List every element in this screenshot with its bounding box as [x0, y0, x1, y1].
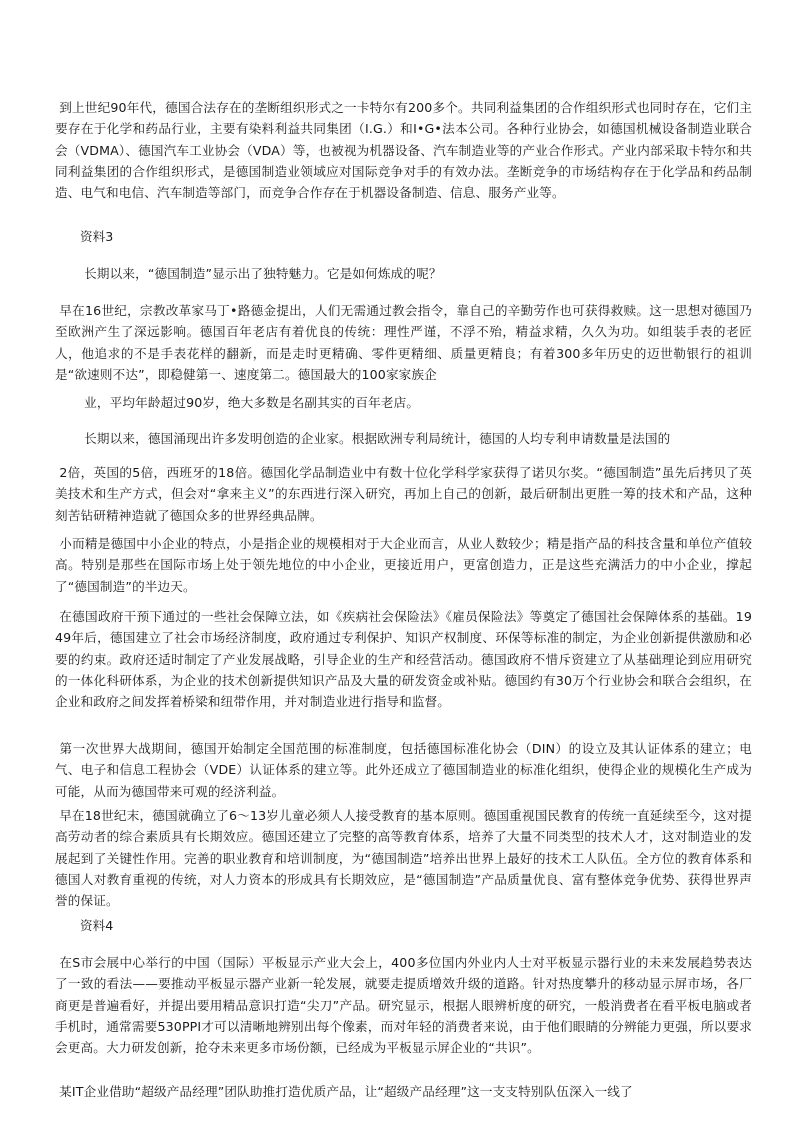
section-heading-material-3: 资料3: [80, 229, 114, 244]
paragraph-text: 早在16世纪，宗教改革家马丁•路德金提出，人们无需通过教会指令，靠自己的辛勤劳作也可获得救赎。这一思想对德国乃至欧洲产生了深远影响。德国百年老店有着优良的传统：理性严谨，不浮不殆，精益求精，久久为功。如组装手表的老匠人，他追求的不是手表花样的翻新，而是走时更精确、零件更精细、质量更精良；有着300多年历史的迈世勒银行的祖训是“欲速则不达”，即稳健第一、速度第二。德国最大的100家家族企: [55, 303, 753, 382]
paragraph-display-industry: [55, 952, 752, 1058]
section-heading-material-4: 资料4: [80, 918, 114, 933]
paragraph-cartel-history: [55, 97, 752, 203]
paragraph-intro-made-in-germany: [80, 263, 752, 284]
paragraph-text: 小而精是德国中小企业的特点，小是指企业的规模相对于大企业而言，从业人数较少；精是指产品的科技含量和单位产值较高。特别是那些在国际市场上处于领先地位的中小企业，更接近用户，更富创造力，正是这些充满活力的中小企业，撑起了“德国制造”的半边天。: [55, 536, 752, 594]
paragraph-patents: [55, 462, 752, 526]
paragraph-text: 2倍，英国的5倍，西班牙的18倍。德国化学品制造业中有数十位化学科学家获得了诺贝尔奖。“德国制造”虽先后拷贝了英美技术和生产方式，但会对“拿来主义”的东西进行深入研究，再加上自己的创新，最后研制出更胜一筹的技术和产品，这种刻苦钻研精神造就了德国众多的世界经典品牌。: [55, 465, 753, 523]
paragraph-text: 第一次世界大战期间，德国开始制定全国范围的标准制度，包括德国标准化协会（DIN）的设立及其认证体系的建立；电气、电子和信息工程协会（VDE）认证体系的建立等。此外还成立了德国制造业的标准化组织，使得企业的规模化生产成为可能，从而为德国带来可观的经济利益。: [55, 741, 752, 799]
paragraph-family-business: [80, 392, 752, 413]
paragraph-text: 在S市会展中心举行的中国（国际）平板显示产业大会上，400多位国内外业内人士对平板显示器行业的未来发展趋势表达了一致的看法——要推动平板显示器产业新一轮发展，就要走提质增效升级的道路。针对热度攀升的移动显示屏市场，各厂商更是普遍看好，并提出要用精品意识打造“尖刀”产品。研究显示，根据人眼辨析度的研究，一般消费者在看平板电脑或者手机时，通常需要530PPI才可以清晰地辨别出每个像素，而对年轻的消费者来说，由于他们眼睛的分辨能力更强，所以要求会更高。大力研发创新，抢夺未来更多市场份额，已经成为平板显示屏企业的“共识”。: [55, 955, 752, 1056]
paragraph-text: 在德国政府干预下通过的一些社会保障立法，如《疾病社会保险法》《雇员保险法》等奠定了德国社会保障体系的基础。1949年后，德国建立了社会市场经济制度，政府通过专利保护、知识产权制度、环保等标准的制定，为企业创新提供激励和必要的约束。政府还适时制定了产业发展战略，引导企业的生产和经营活动。德国政府不惜斥资建立了从基础理论到应用研究的一体化科研体系，为企业的技术创新提供知识产品及大量的研发资金或补贴。德国约有30万个行业协会和联合会组织，在企业和政府之间发挥着桥梁和纽带作用，并对制造业进行指导和监督。: [55, 609, 752, 710]
paragraph-text: 长期以来，德国涌现出许多发明创造的企业家。根据欧洲专利局统计，德国的人均专利申请数量是法国的: [84, 431, 671, 446]
paragraph-it-enterprise: [55, 1081, 752, 1102]
paragraph-text: 某IT企业借助“超级产品经理”团队助推打造优质产品，让“超级产品经理”这一支支特别队伍深入一线了: [59, 1084, 633, 1099]
paragraph-text: 长期以来，“德国制造”显示出了独特魅力。它是如何炼成的呢？: [84, 266, 442, 281]
paragraph-tradition: [55, 300, 752, 385]
paragraph-standards: [55, 738, 752, 802]
paragraph-social-security: [55, 606, 752, 712]
paragraph-sme: [55, 533, 752, 597]
paragraph-text: 业，平均年龄超过90岁，绝大多数是名副其实的百年老店。: [84, 395, 420, 410]
paragraph-text: 到上世纪90年代，德国合法存在的垄断组织形式之一卡特尔有200多个。共同利益集团的合作组织形式也同时存在，它们主要存在于化学和药品行业，主要有染料利益共同集团（I.G.）和I•G•法本公司。各种行业协会，如德国机械设备制造业联合会（VDMA）、德国汽车工业协会（VDA）等，也被视为机器设备、汽车制造业等的产业合作形式。产业内部采取卡特尔和共同利益集团的合作组织形式，是德国制造业领域应对国际竞争对手的有效办法。垄断竞争的市场结构存在于化学品和药品制造、电气和电信、汽车制造等部门，而竞争合作存在于机器设备制造、信息、服务产业等。: [55, 100, 753, 201]
paragraph-text: 早在18世纪末，德国就确立了6～13岁儿童必须人人接受教育的基本原则。德国重视国民教育的传统一直延续至今，这对提高劳动者的综合素质具有长期效应。德国还建立了完整的高等教育体系，培养了大量不同类型的技术人才，这对制造业的发展起到了关键性作用。完善的职业教育和培训制度，为“德国制造”培养出世界上最好的技术工人队伍。全方位的教育体系和德国人对教育重视的传统，对人力资本的形成具有长期效应，是“德国制造”产品质量优良、富有整体竞争优势、获得世界声誉的保证。: [55, 808, 753, 909]
paragraph-education: [55, 805, 752, 911]
paragraph-inventors: [80, 428, 752, 449]
